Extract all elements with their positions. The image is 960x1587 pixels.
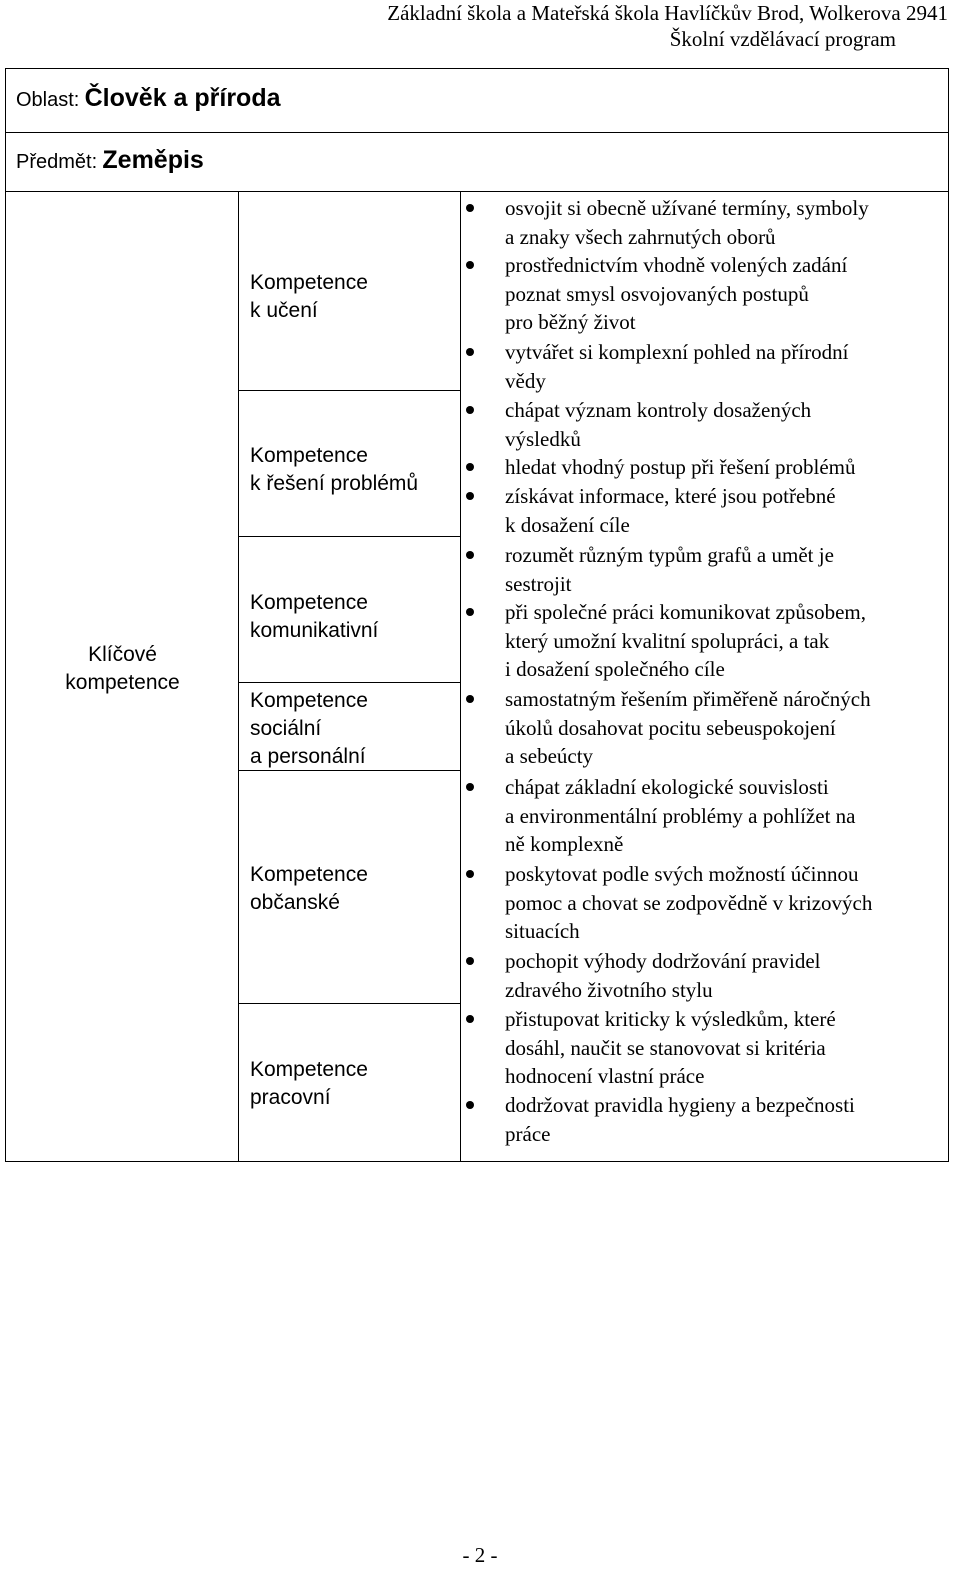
competence-group	[239, 391, 460, 537]
competence-name: Kompetence sociální a personální	[250, 689, 368, 768]
bullet-column: osvojit si obecně užívané termíny, symboly a znaky všech zahrnutých oborů prostřednictvím vhodně volených zadání poznat smysl osvojovaných postupů pro běžný život vytvářet si komplexní pohled na přírodní vědy chápat význam kontroly dosažených výsledků hledat vhodný postup při řešení problémů získávat informace, které jsou potřebné k dosažení cíle rozumět různým typům grafů a umět je sestrojit při společné práci komunikovat způsobem, který umožní kvalitní spolupráci, a tak i dosažení společného cíle samostatným řešením přiměřeně náročných úkolů dosahovat pocitu sebeuspokojení a sebeúcty chápat základní ekologické souvislosti a environmentální problémy a pohlížet na ně komplexně poskytovat podle svých možností účinnou pomoc a chovat se zodpovědně v krizových situacích pochopit výhody dodržování pravidel zdravého životního stylu přistupovat kriticky k výsledkům, které dosáhl, naučit se stanovovat si kritéria hodnocení vlastní práce dodržovat pravidla hygieny a bezpečnosti práce	[461, 192, 948, 1161]
competence-name: Kompetence občanské	[250, 863, 368, 914]
oblast-value: Člověk a příroda	[84, 84, 281, 112]
competence-group	[239, 683, 460, 771]
school-name: Základní škola a Mateřská škola Havlíčkův Brod, Wolkerova 2941	[387, 1, 948, 25]
klicove-kompetence-label: Klíčové kompetence	[65, 643, 180, 694]
competence-group	[239, 771, 460, 1004]
page-header	[0, 0, 948, 52]
competence-name: Kompetence pracovní	[250, 1058, 368, 1109]
competence-group	[239, 537, 460, 683]
bullet-icon	[466, 1015, 474, 1023]
bullet-icon	[466, 261, 474, 269]
predmet-label: Předmět:	[16, 151, 98, 173]
oblast-row	[6, 69, 948, 133]
bullet-icon	[466, 492, 474, 500]
competence-column	[239, 192, 461, 1161]
bullet-icon	[466, 551, 474, 559]
competence-group	[239, 1004, 460, 1161]
curriculum-table	[5, 68, 949, 1162]
predmet-value: Zeměpis	[102, 146, 204, 174]
page-number: - 2 -	[462, 1543, 498, 1567]
competence-group	[239, 192, 460, 391]
bullet-icon	[466, 406, 474, 414]
bullet-icon	[466, 957, 474, 965]
competence-name: Kompetence komunikativní	[250, 591, 379, 642]
competence-name: Kompetence k učení	[250, 271, 368, 322]
predmet-row	[6, 133, 948, 192]
bullet-icon	[466, 608, 474, 616]
bullet-icon	[466, 204, 474, 212]
oblast-label: Oblast:	[16, 89, 80, 111]
bullet-icon	[466, 348, 474, 356]
bullet-icon	[466, 463, 474, 471]
bullet-icon	[466, 1101, 474, 1109]
program-name: Školní vzdělávací program	[669, 27, 896, 51]
bullet-icon	[466, 783, 474, 791]
bullet-icon	[466, 695, 474, 703]
bullet-icon	[466, 870, 474, 878]
competence-name: Kompetence k řešení problémů	[250, 444, 419, 495]
klicove-kompetence-cell	[6, 192, 239, 1161]
